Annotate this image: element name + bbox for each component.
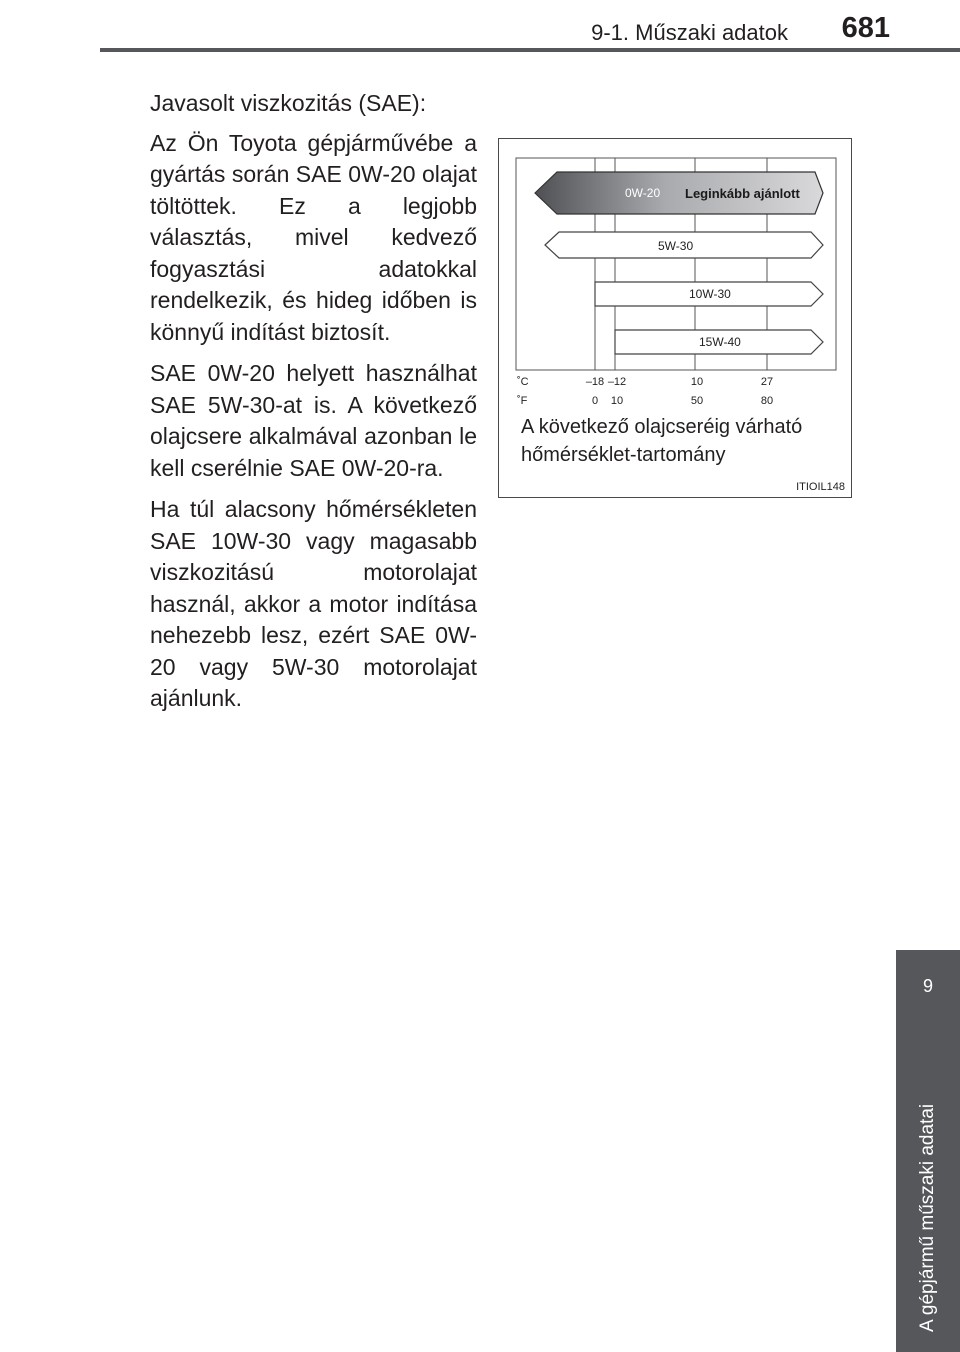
paragraph-2: SAE 0W-20 helyett használhat SAE 5W-30-at is. A következő olajcsere alkalmával azonban le kell cserélnie SAE 0W-20-ra.: [150, 360, 477, 481]
bar-15w40-grade: 15W-40: [699, 335, 741, 349]
bar-15w40: [615, 330, 823, 354]
tick-f-2: 10: [610, 395, 624, 407]
header-divider: [100, 48, 960, 52]
page-header: [0, 0, 960, 80]
tick-c-3: 10: [690, 376, 704, 388]
bar-5w30-grade: 5W-30: [658, 239, 694, 253]
bar-10w30: [595, 282, 823, 306]
chapter-number: 9: [922, 976, 933, 996]
viscosity-heading: Javasolt viszkozitás (SAE):: [150, 90, 427, 116]
section-title: 9-1. Műszaki adatok: [591, 20, 788, 45]
tick-f-4: 80: [760, 395, 774, 407]
paragraph-3: Ha túl alacsony hőmérsékleten SAE 10W-30 vagy magasabb viszkozitású motorolajat használ, akkor a motor indítása nehezebb lesz, ezért SAE 0W-20 vagy 5W-30 motorolajat ajánlunk.: [150, 496, 477, 711]
oil-viscosity-figure: [498, 138, 852, 498]
bar-5w30: [545, 232, 823, 258]
tick-c-4: 27: [760, 376, 774, 388]
bar-0w20: [535, 172, 823, 214]
scale-c-unit: ˚C: [517, 376, 529, 388]
tick-f-3: 50: [690, 395, 704, 407]
bar-0w20-grade: 0W-20: [625, 186, 661, 200]
figure-caption: [521, 413, 841, 469]
chapter-label-strip: [896, 1032, 960, 1352]
chapter-tab[interactable]: [896, 950, 960, 1032]
figure-caption-line-1: A következő olajcseréig várható: [521, 416, 803, 438]
paragraph-1: Az Ön Toyota gépjárművébe a gyártás során SAE 0W-20 olajat töltöttek. Ez a legjobb választás, mivel kedvező fogyasztási adatokkal rendelkezik, és hideg időben is könnyű indítást biztosít.: [150, 129, 477, 345]
page-number: 681: [841, 12, 890, 44]
figure-caption-line-2: hőmérséklet-tartomány: [521, 444, 726, 466]
tick-c-1: –18: [585, 376, 605, 388]
chapter-title: A gépjármű műszaki adatai: [917, 1103, 938, 1332]
bar-10w30-grade: 10W-30: [689, 287, 731, 301]
figure-code: ITIOIL148: [796, 481, 845, 493]
tick-c-2: –12: [607, 376, 627, 388]
bar-0w20-note: Leginkább ajánlott: [685, 186, 800, 201]
main-text: [150, 88, 477, 725]
scale-f-unit: ˚F: [517, 395, 528, 407]
tick-f-1: 0: [591, 395, 599, 407]
